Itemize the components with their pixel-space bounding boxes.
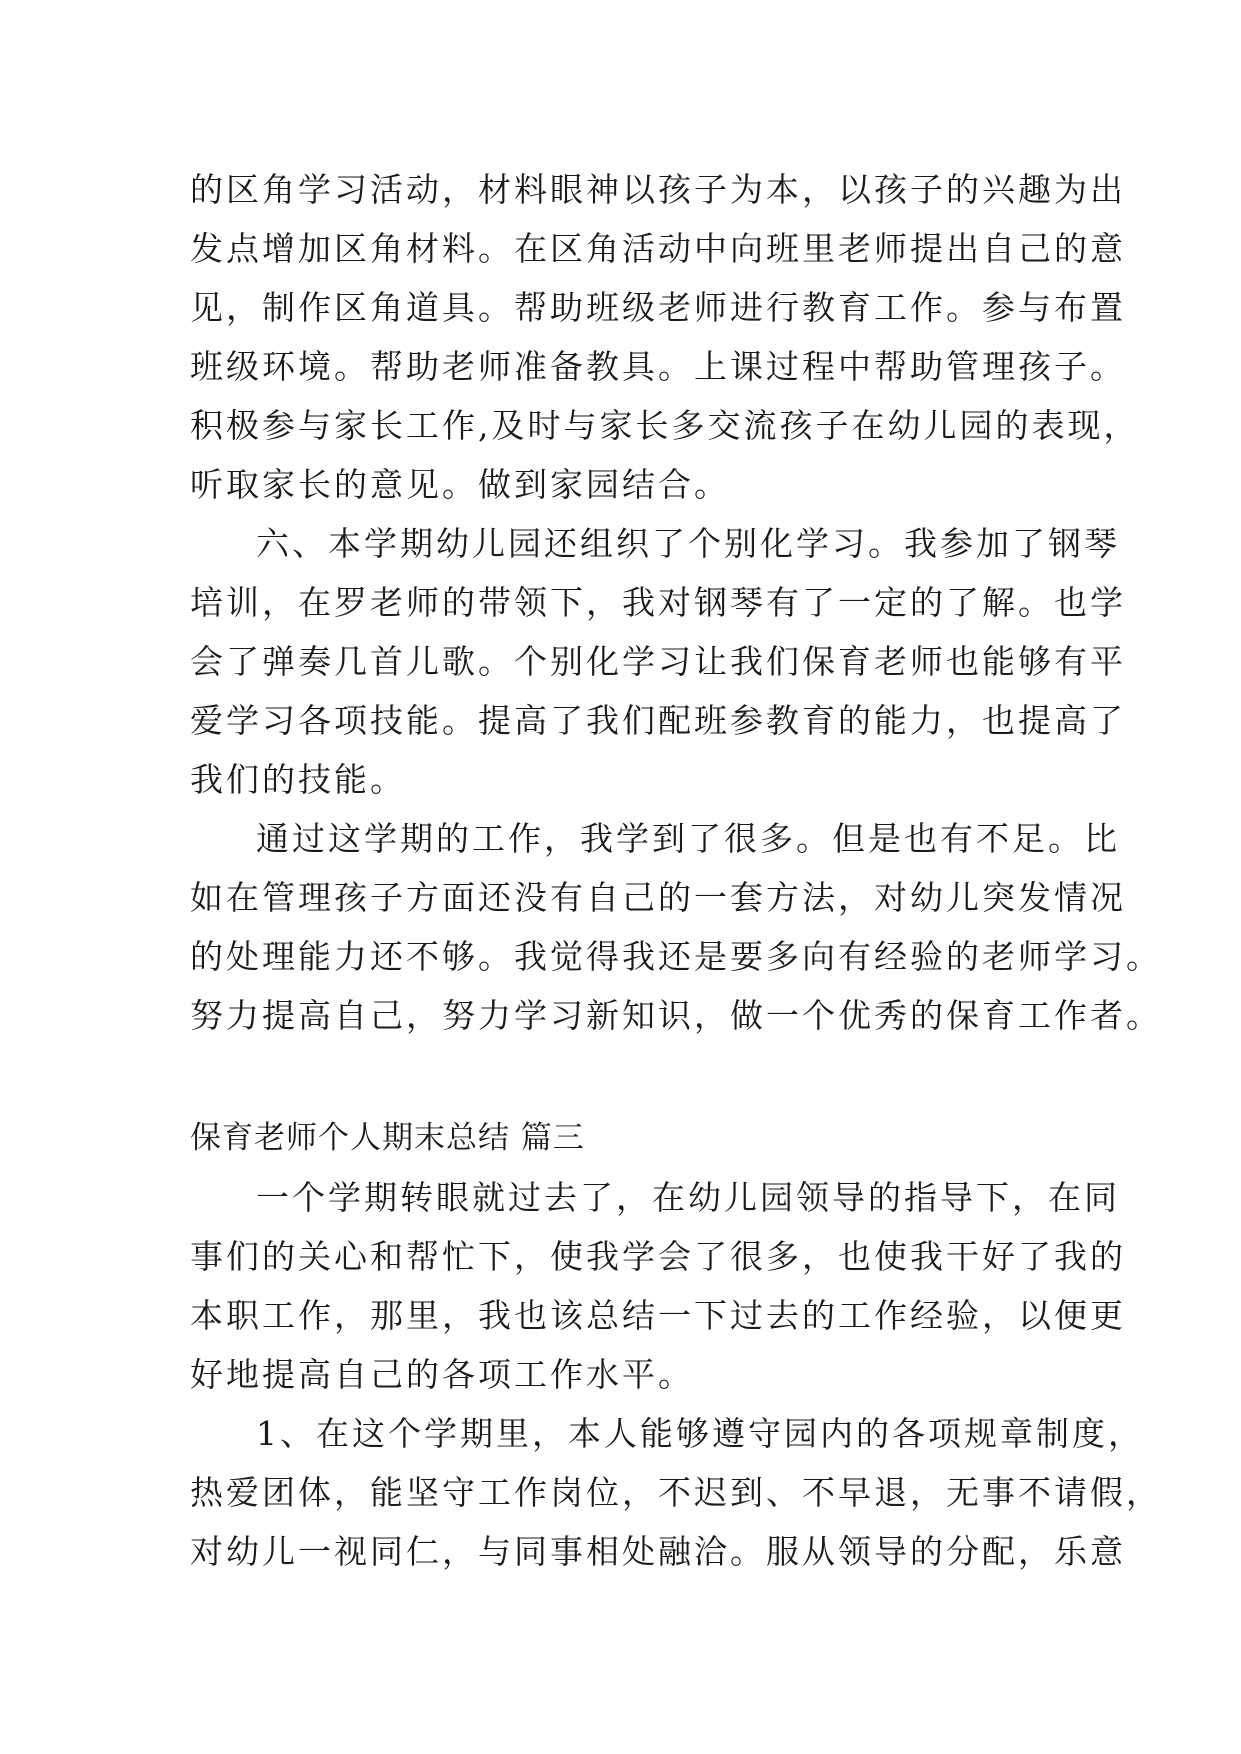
text-line: 一个学期转眼就过去了，在幼儿园领导的指导下，在同 <box>256 1178 1120 1217</box>
text-line: 热爱团体，能坚守工作岗位，不迟到、不早退，无事不请假， <box>190 1473 1162 1512</box>
section-spacer <box>190 1045 1070 1109</box>
text-line: 的处理能力还不够。我觉得我还是要多向有经验的老师学习。 <box>190 937 1162 976</box>
text-line: 1、在这个学期里，本人能够遵守园内的各项规章制度， <box>256 1414 1144 1453</box>
paragraph-continued <box>190 160 1140 514</box>
paragraph-conclusion <box>190 809 1162 1045</box>
text-line: 爱学习各项技能。提高了我们配班参教育的能力，也提高了 <box>190 701 1126 740</box>
section-intro-paragraph <box>190 1168 1126 1404</box>
text-line: 积极参与家长工作,及时与家长多交流孩子在幼儿园的表现， <box>190 406 1140 445</box>
text-line: 我们的技能。 <box>190 760 406 799</box>
text-line: 好地提高自己的各项工作水平。 <box>190 1355 694 1394</box>
text-line: 发点增加区角材料。在区角活动中向班里老师提出自己的意 <box>190 229 1126 268</box>
text-line: 班级环境。帮助老师准备教具。上课过程中帮助管理孩子。 <box>190 347 1126 386</box>
text-line: 会了弹奏几首儿歌。个别化学习让我们保育老师也能够有平 <box>190 642 1126 681</box>
text-line: 如在管理孩子方面还没有自己的一套方法，对幼儿突发情况 <box>190 878 1126 917</box>
text-line: 见，制作区角道具。帮助班级老师进行教育工作。参与布置 <box>190 288 1126 327</box>
text-line: 本职工作，那里，我也该总结一下过去的工作经验，以便更 <box>190 1296 1126 1335</box>
text-line: 通过这学期的工作，我学到了很多。但是也有不足。比 <box>256 819 1120 858</box>
text-line: 六、本学期幼儿园还组织了个别化学习。我参加了钢琴 <box>256 524 1120 563</box>
text-line: 事们的关心和帮忙下，使我学会了很多，也使我干好了我的 <box>190 1237 1126 1276</box>
text-line: 听取家长的意见。做到家园结合。 <box>190 465 730 504</box>
text-line: 培训，在罗老师的带领下，我对钢琴有了一定的了解。也学 <box>190 583 1126 622</box>
text-line: 努力提高自己，努力学习新知识，做一个优秀的保育工作者。 <box>190 996 1162 1035</box>
section-item-one <box>190 1404 1162 1581</box>
paragraph-item-six <box>190 514 1126 809</box>
document-body <box>190 160 1162 1581</box>
text-line: 的区角学习活动，材料眼神以孩子为本，以孩子的兴趣为出 <box>190 170 1126 209</box>
section-heading: 保育老师个人期末总结 篇三 <box>190 1120 585 1156</box>
text-line: 对幼儿一视同仁，与同事相处融洽。服从领导的分配，乐意 <box>190 1532 1126 1571</box>
